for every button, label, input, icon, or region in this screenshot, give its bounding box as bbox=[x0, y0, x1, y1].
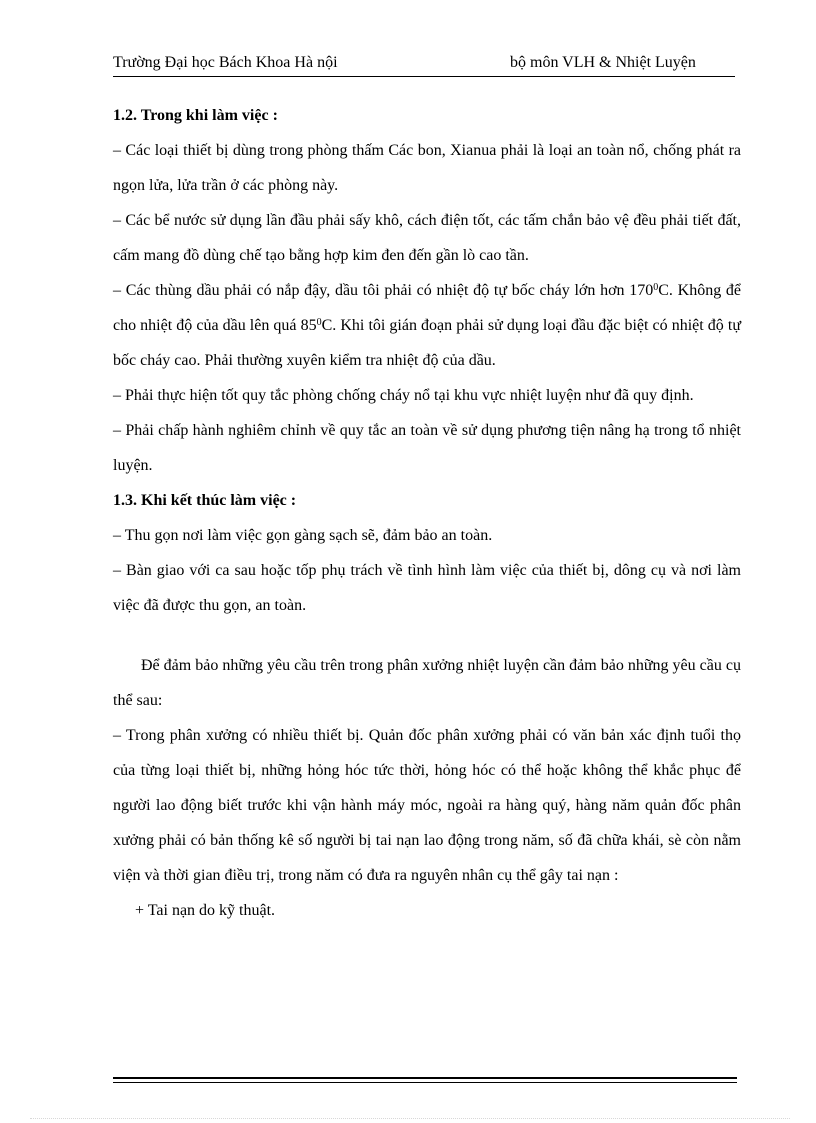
header-department: bộ môn VLH & Nhiệt Luyện bbox=[510, 54, 696, 71]
degree-superscript-2: 0 bbox=[316, 317, 322, 328]
page-header bbox=[113, 54, 735, 76]
section-1-2-heading: 1.2. Trong khi làm việc : bbox=[113, 107, 278, 124]
degree-superscript-1: 0 bbox=[653, 282, 659, 293]
footer-rule-thick bbox=[113, 1077, 737, 1079]
section-1-3-bullet-2: – Bàn giao với ca sau hoặc tốp phụ trách về tình hình làm việc của thiết bị, dông cụ và nơi làm việc đã được thu gọn, an toàn. bbox=[113, 562, 741, 614]
closing-intro: Để đảm bảo những yêu cầu trên trong phân xưởng nhiệt luyện cần đảm bảo những yêu cầu cụ thể sau: bbox=[113, 657, 741, 709]
paragraph-gap bbox=[113, 623, 741, 648]
bullet-3-text-c: C. Khi tôi gián đoạn phải sử dụng loại đầu đặc biệt có nhiệt độ tự bốc cháy cao. Phải thường xuyên kiểm tra nhiệt độ của dầu. bbox=[113, 317, 742, 369]
closing-bullet-1: – Trong phân xưởng có nhiều thiết bị. Quản đốc phân xưởng phải có văn bản xác định tuổi thọ của từng loại thiết bị, những hỏng hóc tức thời, hỏng hóc có thể hoặc không thể khắc phục để người lao động biết trước khi vận hành máy móc, ngoài ra hàng quý, hàng năm quản đốc phân xưởng phải có bản thống kê số người bị tai nạn lao động trong năm, số đã chữa khái, sè còn nằm viện và thời gian điều trị, trong năm có đưa ra nguyên nhân cụ thể gây tai nạn : bbox=[113, 727, 741, 884]
section-1-3-bullet-1: – Thu gọn nơi làm việc gọn gàng sạch sẽ, đảm bảo an toàn. bbox=[113, 527, 493, 544]
section-1-2-bullet-5: – Phải chấp hành nghiêm chỉnh về quy tắc an toàn về sử dụng phương tiện nâng hạ trong tổ nhiệt luyện. bbox=[113, 422, 741, 474]
section-1-2-bullet-4: – Phải thực hiện tốt quy tắc phòng chống cháy nổ tại khu vực nhiệt luyện như đã quy định. bbox=[113, 387, 694, 404]
header-university: Trường Đại học Bách Khoa Hà nội bbox=[113, 54, 338, 71]
section-1-2-bullet-2: – Các bể nước sử dụng lần đầu phải sấy khô, cách điện tốt, các tấm chắn bảo vệ đều phải tiết đất, cấm mang đồ dùng chế tạo bằng hợp kim đen đến gần lò cao tần. bbox=[113, 212, 741, 264]
section-1-2-bullet-3 bbox=[113, 273, 741, 378]
section-1-2-bullet-1: – Các loại thiết bị dùng trong phòng thấm Các bon, Xianua phải là loại an toàn nổ, chống phát ra ngọn lửa, lửa trần ở các phòng này. bbox=[113, 142, 741, 194]
bullet-3-text-b: C. Không để cho nhiệt độ của dầu lên quá 85 bbox=[113, 282, 742, 334]
section-1-3-heading: 1.3. Khi kết thúc làm việc : bbox=[113, 492, 297, 509]
page-body bbox=[113, 98, 741, 928]
closing-sub-item-1: + Tai nạn do kỹ thuật. bbox=[135, 902, 276, 919]
footer-rule-thin bbox=[113, 1082, 737, 1083]
header-rule bbox=[113, 76, 735, 77]
bullet-3-text-a: – Các thùng dầu phải có nắp đậy, dầu tôi phải có nhiệt độ tự bốc cháy lớn hơn 170 bbox=[113, 282, 654, 299]
page-edge-dotted-line bbox=[30, 1118, 790, 1119]
